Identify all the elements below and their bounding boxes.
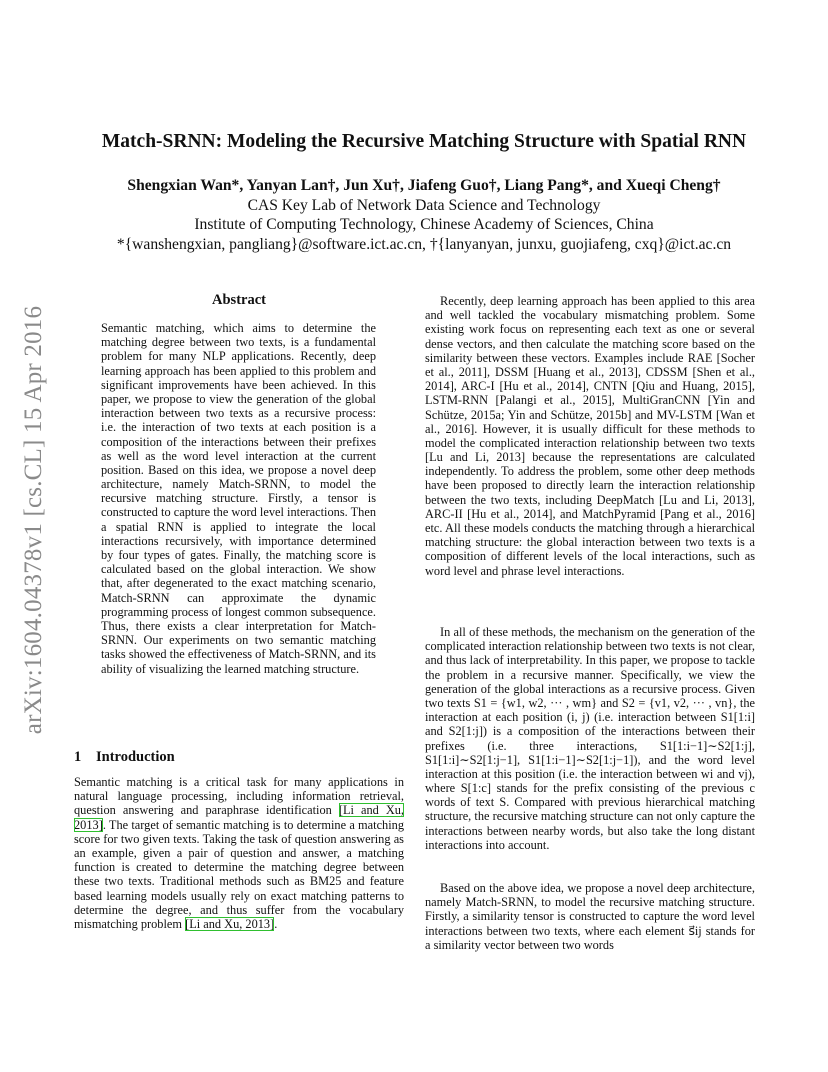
introduction-paragraph bbox=[74, 775, 404, 931]
paper-title: Match-SRNN: Modeling the Recursive Matching Structure with Spatial RNN bbox=[101, 131, 747, 152]
author-list: Shengxian Wan*, Yanyan Lan†, Jun Xu†, Jiafeng Guo†, Liang Pang*, and Xueqi Cheng† bbox=[127, 177, 721, 194]
right-paragraph-1: Recently, deep learning approach has been applied to this area and well tackled the vocabulary mismatching problem. Some existing work focus on representing each text as one or several dense vectors, and then calculate the matching score based on the similarity between these vectors. Examples include RAE [Socher et al., 2011], DSSM [Huang et al., 2013], CDSSM [Shen et al., 2014], ARC-I [Hu et al., 2014], CNTN [Qiu and Huang, 2015], LSTM-RNN [Palangi et al., 2015], MultiGranCNN [Yin and Schütze, 2015a; Yin and Schütze, 2015b] and MV-LSTM [Wan et al., 2016]. However, it is usually difficult for these methods to model the complicated interaction relationship between two texts [Lu and Li, 2013] because the representations are calculated independently. To address the problem, some other deep methods have been proposed to directly learn the interaction relationship between the two texts, including DeepMatch [Lu and Li, 2013], ARC-II [Hu et al., 2014], and MatchPyramid [Pang et al., 2016] etc. All these models conducts the matching through a hierarchical matching structure: the global interaction between two texts is a composition of different levels of the local interactions, such as word level and phrase level interactions. bbox=[425, 294, 755, 578]
arxiv-stamp bbox=[18, 290, 50, 750]
section-heading-introduction bbox=[74, 749, 175, 766]
abstract-text: Semantic matching, which aims to determine the matching degree between two texts, is a fundamental problem for many NLP applications. Recently, deep learning approach has been applied to this problem and significant improvements have been achieved. In this paper, we propose to view the generation of the global interaction between two texts as a recursive process: i.e. the interaction of two texts at each position is a composition of the interactions between their prefixes as well as the word level interaction at the current position. Based on this idea, we propose a novel deep architecture, namely Match-SRNN, to model the recursive matching structure. Firstly, a tensor is constructed to capture the word level interactions. Then a spatial RNN is applied to integrate the local interactions recursively, with importance determined by four types of gates. Finally, the matching score is calculated based on the global interaction. We show that, after degenerated to the exact matching scenario, Match-SRNN can approximate the dynamic programming process of longest common subsequence. Thus, there exists a clear interpretation for Match-SRNN. Our experiments on two semantic matching tasks showed the effectiveness of Match-SRNN, and its ability of visualizing the learned matching structure. bbox=[101, 321, 376, 676]
intro-text-a: Semantic matching is a critical task for many applications in natural language processing, including information retrieval, question answering and paraphrase identification bbox=[74, 775, 404, 818]
section-title: Introduction bbox=[96, 749, 175, 765]
intro-text-c: . bbox=[274, 916, 278, 931]
author-emails: *{wanshengxian, pangliang}@software.ict.ac.cn, †{lanyanyan, junxu, guojiafeng, cxq}@ict.ac.cn bbox=[116, 235, 732, 253]
abstract-heading: Abstract bbox=[212, 292, 266, 308]
affiliation-2: Institute of Computing Technology, Chinese Academy of Sciences, China bbox=[194, 216, 654, 234]
right-paragraph-3: Based on the above idea, we propose a novel deep architecture, namely Match-SRNN, to model the recursive matching structure. Firstly, a similarity tensor is constructed to capture the word level interactions between two texts, where each element s⃗ij stands for a similarity vector between two words bbox=[425, 881, 755, 952]
intro-text-b: . The target of semantic matching is to determine a matching score for two given texts. Taking the task of question answering as an example, given a pair of question and answer, a matching function is created to determine the matching degree between these two texts. Traditional methods such as BM25 and feature based learning models usually rely on exact matching patterns to determine the degree, and thus suffer from the vocabulary mismatching problem bbox=[74, 817, 404, 931]
arxiv-stamp-text: arXiv:1604.04378v1 [cs.CL] 15 Apr 2016 bbox=[20, 305, 47, 735]
right-paragraph-2: In all of these methods, the mechanism on the generation of the complicated interaction relationship between two texts is not clear, and thus lack of interpretability. In this paper, we propose to tackle the problem in a recursive manner. Specifically, we view the generation of the global interactions as a recursive process. Given two texts S1 = {w1, w2, ··· , wm} and S2 = {v1, v2, ··· , vn}, the interaction at each position (i, j) (i.e. interaction between S1[1:i] and S2[1:j]) is a composition of the interactions between their prefixes (i.e. three interactions, S1[1:i−1]∼S2[1:j], S1[1:i]∼S2[1:j−1], S1[1:i−1]∼S2[1:j−1]), and the word level interaction at this position (i.e. the interaction between wi and vj), where S[1:c] stands for the prefix consisting of the previous c words of text S. Compared with previous hierarchical matching structure, the recursive matching structure can not only capture the interactions between nearby words, but also take the long distant interactions into account. bbox=[425, 625, 755, 852]
author-block bbox=[60, 176, 788, 254]
affiliation-1: CAS Key Lab of Network Data Science and Technology bbox=[247, 196, 601, 214]
section-number: 1 bbox=[74, 749, 82, 765]
citation-link[interactable]: [Li and Xu, 2013] bbox=[185, 916, 275, 931]
citation-link[interactable]: [Li and Xu, 2013] bbox=[74, 803, 404, 832]
